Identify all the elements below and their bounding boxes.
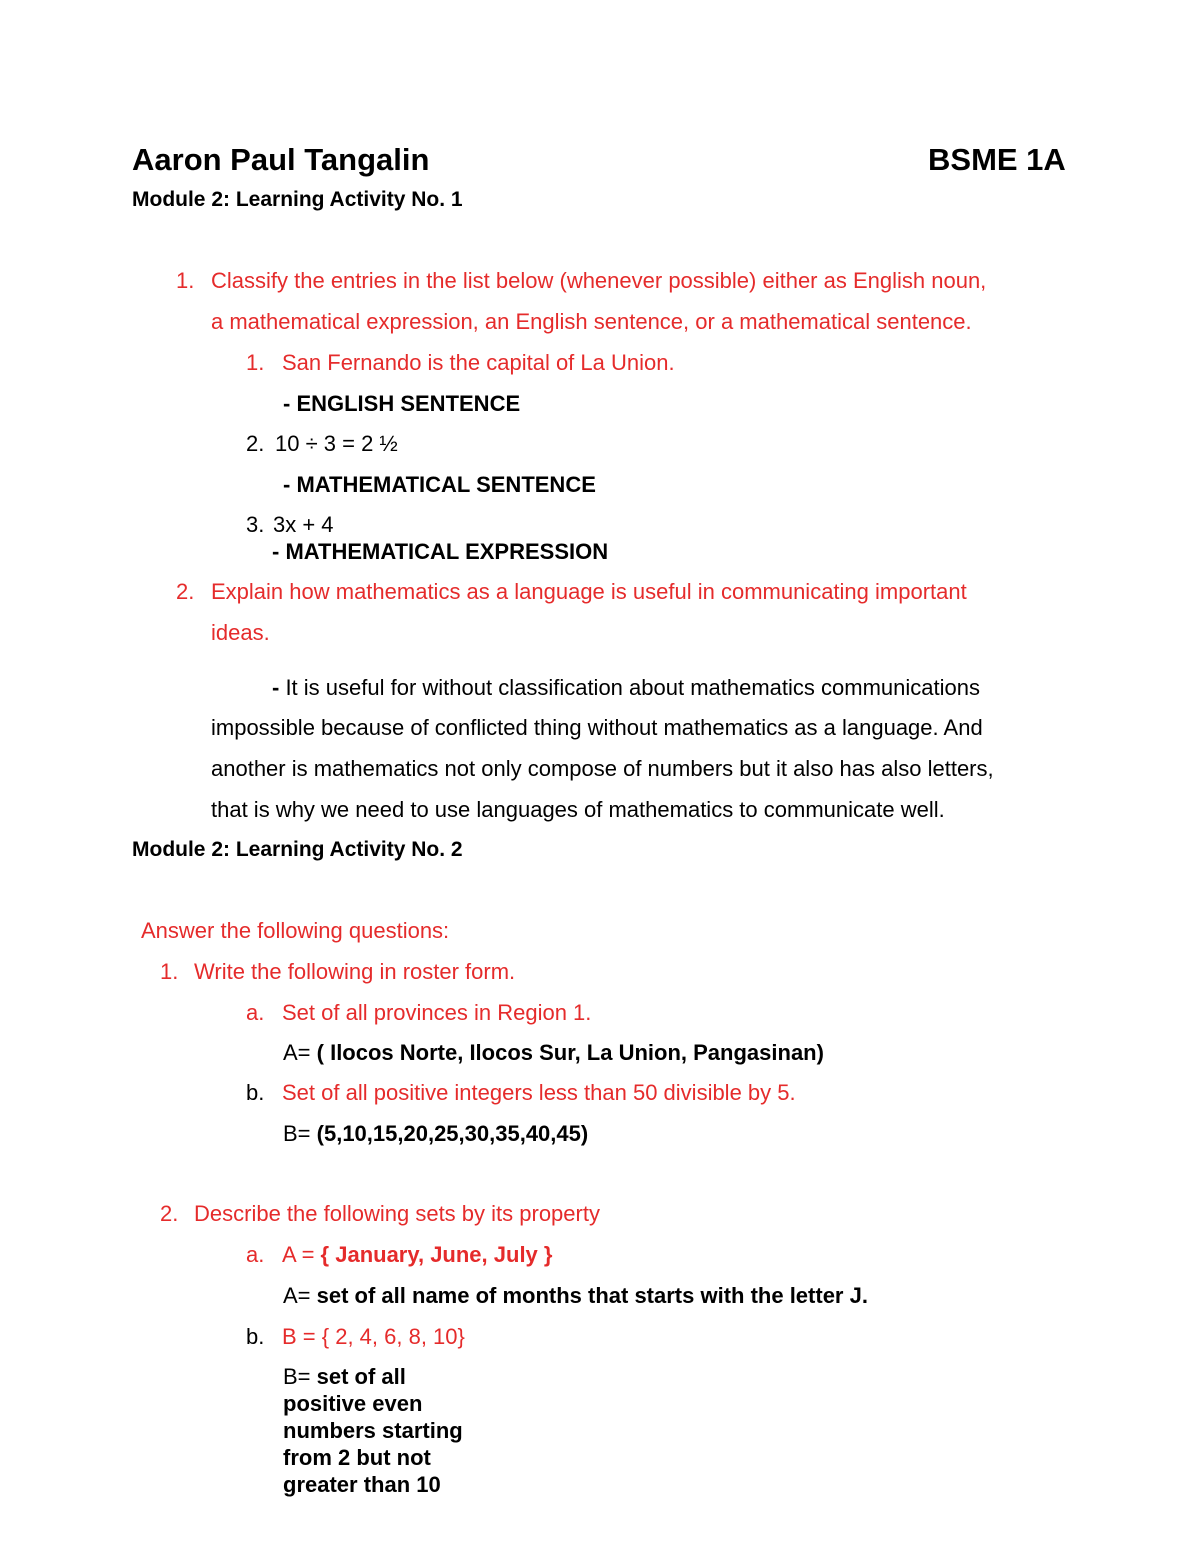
answer-2-line-3: another is mathematics not only compose of numbers but it also has also letters, bbox=[211, 756, 994, 781]
item-3-text: 3x + 4 bbox=[273, 512, 334, 537]
a2-q1-a-answer: ( Ilocos Norte, Ilocos Sur, La Union, Pangasinan) bbox=[316, 1040, 824, 1065]
a2-q2-b-answer-line-2: positive even bbox=[283, 1391, 423, 1416]
a2-q2-b-letter: b. bbox=[246, 1324, 265, 1349]
a2-q1-b-answer: (5,10,15,20,25,30,35,40,45) bbox=[316, 1121, 589, 1146]
a2-q2-b-set: B = { 2, 4, 6, 8, 10} bbox=[282, 1324, 465, 1349]
a2-question-2-number: 2. bbox=[160, 1201, 179, 1226]
a2-q1-a-answer-line bbox=[283, 1040, 824, 1065]
question-2-number: 2. bbox=[176, 579, 195, 604]
a2-question-1-number: 1. bbox=[160, 959, 179, 984]
question-2-line-1: Explain how mathematics as a language is useful in communicating important bbox=[211, 579, 967, 604]
a2-q1-b-answer-line bbox=[283, 1121, 588, 1146]
item-1-answer: - ENGLISH SENTENCE bbox=[283, 391, 521, 416]
a2-q1-a-prefix: A= bbox=[283, 1040, 317, 1065]
a2-q2-a-prefix: A= bbox=[283, 1283, 317, 1308]
item-2-number: 2. bbox=[246, 431, 265, 456]
answer-2-line-1 bbox=[272, 675, 980, 700]
activity-2-intro: Answer the following questions: bbox=[141, 918, 450, 943]
answer-2-line-4: that is why we need to use languages of mathematics to communicate well. bbox=[211, 797, 945, 822]
item-1-number: 1. bbox=[246, 350, 265, 375]
question-1-line-1: Classify the entries in the list below (whenever possible) either as English noun, bbox=[211, 268, 987, 293]
a2-q2-b-answer-line-5: greater than 10 bbox=[283, 1472, 441, 1497]
student-name: Aaron Paul Tangalin bbox=[132, 142, 430, 177]
answer-2-dash: - bbox=[272, 675, 280, 700]
section-label: BSME 1A bbox=[928, 142, 1066, 177]
a2-q2-b-prefix: B= bbox=[283, 1364, 317, 1389]
question-1-number: 1. bbox=[176, 268, 195, 293]
item-1-text: San Fernando is the capital of La Union. bbox=[282, 350, 675, 375]
a2-q1-a-text: Set of all provinces in Region 1. bbox=[282, 1000, 592, 1025]
answer-2-line-2: impossible because of conflicted thing without mathematics as a language. And bbox=[211, 715, 983, 740]
a2-q1-a-letter: a. bbox=[246, 1000, 265, 1025]
activity-1-title: Module 2: Learning Activity No. 1 bbox=[132, 188, 463, 211]
a2-q1-b-letter: b. bbox=[246, 1080, 265, 1105]
a2-q2-a-answer: set of all name of months that starts with the letter J. bbox=[316, 1283, 868, 1308]
a2-q2-a-letter: a. bbox=[246, 1242, 265, 1267]
a2-q2-a-set-line bbox=[282, 1242, 552, 1267]
item-3-answer: - MATHEMATICAL EXPRESSION bbox=[272, 539, 609, 564]
a2-question-2-text: Describe the following sets by its property bbox=[194, 1201, 600, 1226]
a2-q2-b-answer-line-4: from 2 but not bbox=[283, 1445, 431, 1470]
a2-q2-a-lead: A = bbox=[282, 1242, 321, 1267]
answer-2-line-1-text: It is useful for without classification about mathematics communications bbox=[279, 675, 980, 700]
question-2-line-2: ideas. bbox=[211, 620, 270, 645]
a2-q2-b-answer-line-3: numbers starting bbox=[283, 1418, 463, 1443]
a2-q1-b-prefix: B= bbox=[283, 1121, 317, 1146]
item-2-text: 10 ÷ 3 = 2 ½ bbox=[275, 431, 398, 456]
activity-2-title: Module 2: Learning Activity No. 2 bbox=[132, 838, 463, 861]
a2-q2-b-answer-line-1 bbox=[283, 1364, 406, 1389]
a2-q1-b-text: Set of all positive integers less than 50 divisible by 5. bbox=[282, 1080, 796, 1105]
item-3-number: 3. bbox=[246, 512, 265, 537]
question-1-line-2: a mathematical expression, an English sentence, or a mathematical sentence. bbox=[211, 309, 972, 334]
a2-q2-a-set: { January, June, July } bbox=[320, 1242, 553, 1267]
item-2-answer: - MATHEMATICAL SENTENCE bbox=[283, 472, 596, 497]
a2-q2-b-answer-first: set of all bbox=[316, 1364, 406, 1389]
a2-q2-a-answer-line bbox=[283, 1283, 868, 1308]
a2-question-1-text: Write the following in roster form. bbox=[194, 959, 516, 984]
